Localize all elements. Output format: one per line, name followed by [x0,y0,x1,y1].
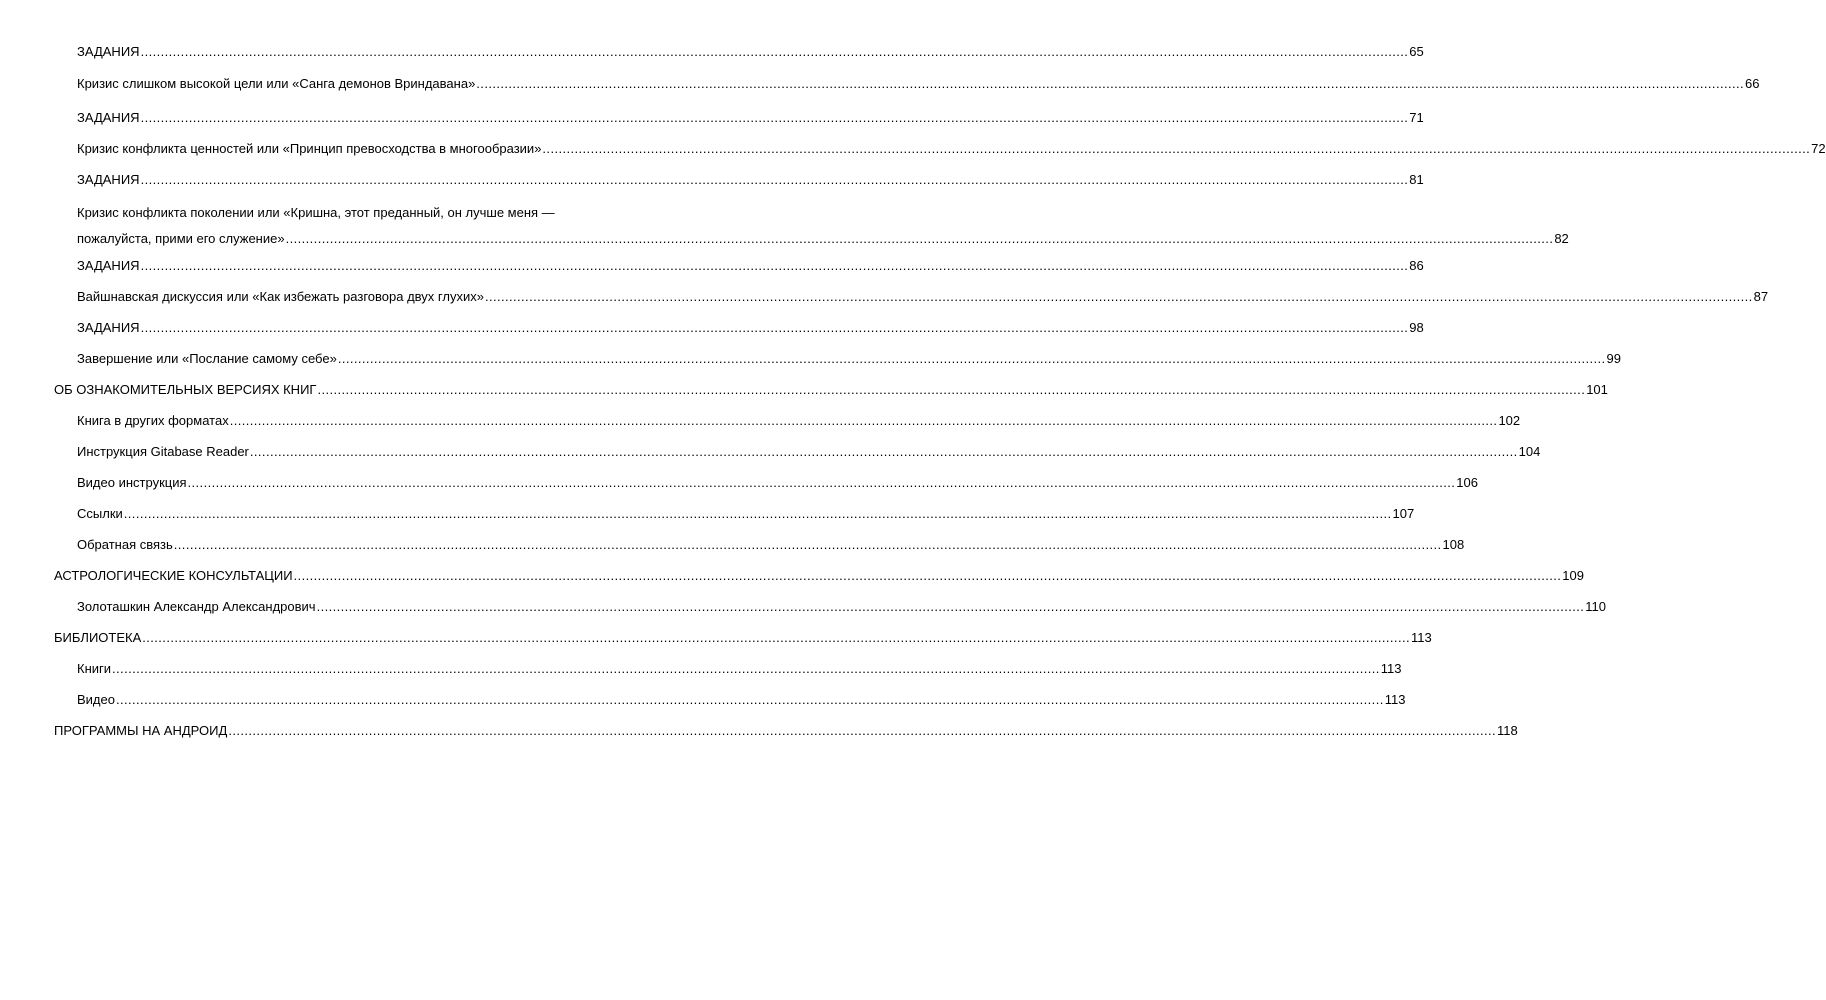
toc-entry[interactable] [0,258,1424,274]
toc-entry-page-number: 72 [1811,141,1826,156]
toc-entry[interactable] [0,382,1608,398]
toc-leader-dots: ............................................................................................................................................................................................................................................................................................................................ [140,258,1409,273]
toc-leader-dots: ............................................................................................................................................................................................................................................................................................................................ [317,382,1586,397]
toc-entry-page-number: 106 [1456,475,1478,490]
toc-entry-title: АСТРОЛОГИЧЕСКИЕ КОНСУЛЬТАЦИИ [54,568,293,583]
toc-entry[interactable] [0,320,1424,336]
toc-entry-page-number: 113 [1380,661,1402,676]
toc-leader-dots: ............................................................................................................................................................................................................................................................................................................................ [285,231,1554,246]
toc-entry-title: ЗАДАНИЯ [77,172,140,187]
toc-entry[interactable] [0,537,1465,553]
toc-entry[interactable] [0,630,1432,646]
toc-leader-dots: ............................................................................................................................................................................................................................................................................................................................ [187,475,1456,490]
toc-entry-title: Обратная связь [77,537,173,552]
toc-entry-page-number: 110 [1585,599,1607,614]
toc-entry[interactable] [0,76,1760,92]
toc-entry[interactable] [0,723,1518,739]
toc-entry-page-number: 113 [1410,630,1432,645]
toc-entry-page-number: 108 [1442,537,1465,552]
toc-entry[interactable] [0,205,1569,247]
toc-entry-title: Инструкция Gitabase Reader [77,444,249,459]
toc-leader-dots: ............................................................................................................................................................................................................................................................................................................................ [229,413,1498,428]
toc-entry-page-number: 98 [1409,320,1424,335]
toc-entry-page-number: 66 [1745,76,1760,91]
toc-entry[interactable] [0,172,1424,188]
toc-entry[interactable] [0,110,1424,126]
toc-entry-title: Вайшнавская дискуссия или «Как избежать разговора двух глухих» [77,289,484,304]
toc-entry-title: пожалуйста, прими его служение» [77,231,285,246]
toc-leader-dots: ............................................................................................................................................................................................................................................................................................................................ [112,661,1380,676]
toc-entry-page-number: 104 [1518,444,1541,459]
toc-entry-page-number: 81 [1409,172,1424,187]
toc-entry[interactable] [0,444,1541,460]
toc-entry-title: Завершение или «Послание самому себе» [77,351,337,366]
toc-entry-page-number: 101 [1586,382,1608,397]
toc-entry-page-number: 113 [1384,692,1406,707]
toc-entry[interactable] [0,475,1478,491]
toc-entry-title: Книги [77,661,112,676]
toc-entry-page-number: 109 [1562,568,1584,583]
toc-entry-title: ЗАДАНИЯ [77,258,140,273]
toc-leader-dots: ............................................................................................................................................................................................................................................................................................................................ [316,599,1585,614]
toc-entry[interactable] [0,351,1622,367]
toc-entry[interactable] [0,661,1402,677]
toc-entry-title: ОБ ОЗНАКОМИТЕЛЬНЫХ ВЕРСИЯХ КНИГ [54,382,317,397]
toc-leader-dots: ............................................................................................................................................................................................................................................................................................................................ [123,506,1392,521]
toc-leader-dots: ............................................................................................................................................................................................................................................................................................................................ [140,172,1409,187]
toc-entry-page-number: 87 [1753,289,1769,304]
toc-entry[interactable] [0,506,1415,522]
toc-leader-dots: ............................................................................................................................................................................................................................................................................................................................ [140,44,1409,59]
toc-entry-title: Видео [77,692,115,707]
toc-leader-dots: ............................................................................................................................................................................................................................................................................................................................ [173,537,1442,552]
toc-entry-title: БИБЛИОТЕКА [54,630,142,645]
toc-leader-dots: ............................................................................................................................................................................................................................................................................................................................ [115,692,1384,707]
toc-entry-title: Видео инструкция [77,475,187,490]
toc-leader-dots: ............................................................................................................................................................................................................................................................................................................................ [542,141,1811,156]
toc-entry-page-number: 86 [1409,258,1424,273]
toc-entry-title: ПРОГРАММЫ НА АНДРОИД [54,723,228,738]
toc-entry-title: Книга в других форматах [77,413,229,428]
toc-entry-page-number: 107 [1392,506,1415,521]
toc-entry-title: ЗАДАНИЯ [77,44,140,59]
toc-leader-dots: ............................................................................................................................................................................................................................................................................................................................ [484,289,1753,304]
toc-entry-title: Ссылки [77,506,123,521]
toc-entry[interactable] [0,44,1424,60]
toc-entry-page-number: 71 [1409,110,1424,125]
toc-leader-dots: ............................................................................................................................................................................................................................................................................................................................ [249,444,1518,459]
toc-entry-title: Кризис конфликта ценностей или «Принцип превосходства в многообразии» [77,141,542,156]
toc-entry-title: ЗАДАНИЯ [77,320,140,335]
toc-entry[interactable] [0,599,1607,615]
toc-entry[interactable] [0,289,1769,305]
toc-entry-title: Золоташкин Александр Александрович [77,599,316,614]
toc-leader-dots: ............................................................................................................................................................................................................................................................................................................................ [228,723,1497,738]
toc-entry[interactable] [0,413,1521,429]
toc-leader-dots: ............................................................................................................................................................................................................................................................................................................................ [337,351,1606,366]
toc-entry-page-number: 99 [1606,351,1622,366]
toc-entry[interactable] [0,692,1406,708]
toc-leader-dots: ............................................................................................................................................................................................................................................................................................................................ [140,110,1409,125]
toc-leader-dots: ............................................................................................................................................................................................................................................................................................................................ [476,76,1745,91]
toc-entry-page-number: 118 [1497,723,1518,738]
toc-leader-dots: ............................................................................................................................................................................................................................................................................................................................ [293,568,1562,583]
toc-entry-title: ЗАДАНИЯ [77,110,140,125]
toc-entry-page-number: 102 [1498,413,1521,428]
toc-entry-title-lead: Кризис конфликта поколении или «Кришна, этот преданный, он лучше меня — [77,205,555,220]
toc-entry[interactable] [0,141,1826,157]
toc-entry[interactable] [0,568,1584,584]
toc-entry-page-number: 65 [1409,44,1424,59]
toc-entry-title: Кризис слишком высокой цели или «Санга демонов Вриндавана» [77,76,476,91]
toc-leader-dots: ............................................................................................................................................................................................................................................................................................................................ [140,320,1409,335]
toc-leader-dots: ............................................................................................................................................................................................................................................................................................................................ [142,630,1410,645]
toc-entry-page-number: 82 [1554,231,1569,246]
